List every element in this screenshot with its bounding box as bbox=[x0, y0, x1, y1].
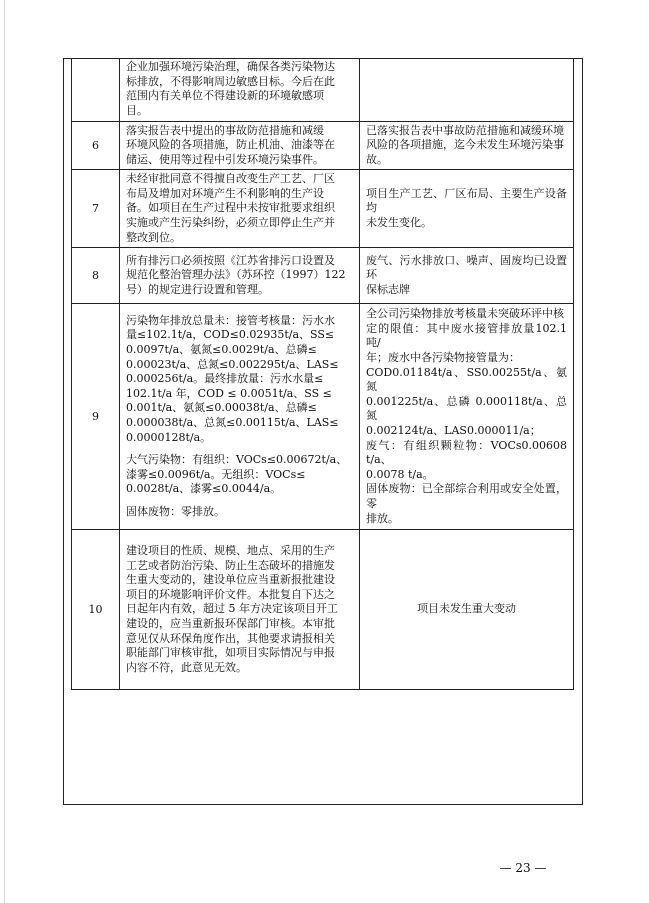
requirement-cell bbox=[120, 58, 360, 121]
row-number: 7 bbox=[72, 170, 120, 248]
requirement-text: 企业加强环境污染治理，确保各类污染物达 标排放，不得影响周边敏感目标。今后在此 范围内有关单位不得建设新的环境敏感项 目。 bbox=[126, 60, 335, 117]
row-number: 9 bbox=[72, 304, 120, 530]
implementation-cell bbox=[360, 304, 574, 530]
requirement-text-solid: 固体废物：零排放。 bbox=[126, 505, 225, 519]
page-number: — 23 — bbox=[499, 861, 547, 875]
requirement-cell bbox=[120, 170, 360, 248]
table-row bbox=[72, 58, 574, 121]
requirement-text: 落实报告表中提出的事故防范措施和减缓 环境风险的各项措施，防止机油、油漆等在 储运、使用等过程中引发环境污染事件。 bbox=[126, 123, 335, 166]
implementation-text: 项目未发生重大变动 bbox=[417, 602, 516, 616]
requirement-text: 所有排污口必须按照《江苏省排污口设置及 规范化整治管理办法》（苏环控（1997）122 号）的规定进行设置和管理。 bbox=[126, 253, 346, 297]
implementation-text: 废气、污水排放口、噪声、固废均已设置环 保标志牌 bbox=[366, 253, 567, 297]
implementation-cell bbox=[360, 248, 574, 304]
table-row bbox=[72, 248, 574, 304]
implementation-cell bbox=[360, 530, 574, 690]
requirement-cell bbox=[120, 530, 360, 690]
implementation-text: 已落实报告表中事故防范措施和减缓环境 风险的各项措施，迄今未发生环境污染事 故。 bbox=[366, 123, 564, 166]
row-number: 8 bbox=[72, 248, 120, 304]
table-row bbox=[72, 121, 574, 170]
row-number: 10 bbox=[72, 530, 120, 690]
requirements-table bbox=[71, 58, 574, 690]
implementation-text: 全公司污染物排放考核量未突破环评中核 定的限值：其中废水接管排放量102.1 吨/ 年；废水中各污染物接管量为： COD0.01184t/a、SS0.00255t/a、氨氮 0.001225t/a、总磷 0.000118t/a、总氮 0.002124t/a、LAS0.000011/a； 废气：有组织颗粒物：VOCs0.00608 t/a、 0.0078 t/a。 固体废物：已全部综合利用或安全处置，零 排放。 bbox=[366, 307, 567, 525]
implementation-text: 项目生产工艺、厂区布局、主要生产设备均 未发生变化。 bbox=[366, 186, 567, 230]
implementation-cell bbox=[360, 58, 574, 121]
requirement-text-air: 大气污染物：有组织：VOCs≤0.00672t/a、 漆雾≤0.0096t/a。无组织：VOCs≤ 0.0028t/a、漆雾≤0.0044/a。 bbox=[126, 453, 348, 496]
requirement-text-totals: 污染物年排放总量未：接管考核量：污水水 量≤102.1t/a，COD≤0.02935t/a、SS≤ 0.0097t/a、氨氮≤0.0029t/a、总磷≤ 0.00023t/a、总氮≤0.002295t/a、LAS≤ 0.000256t/a。最终排放量：污水水量≤ 102.1t/a 年，COD ≤ 0.0051t/a、SS ≤ 0.001t/a、氨氮≤0.00038t/a、总磷≤ 0.000038t/a、总氮≤0.00115t/a、LAS≤ 0.0000128t/a。 bbox=[126, 313, 339, 444]
implementation-cell bbox=[360, 170, 574, 248]
page-edge-line bbox=[4, 0, 5, 903]
table-row bbox=[72, 304, 574, 530]
requirement-text: 建设项目的性质、规模、地点、采用的生产 工艺或者防治污染、防止生态破坏的措施发 生重大变动的，建设单位应当重新报批建设 项目的环境影响评价文件。本批复自下达之 日起年内有效，超过 5 年方决定该项目开工 建设的，应当重新报环保部门审核。本审批 意见仅从环保角度作出，其他要求请报相关 职能部门审核审批，如项目实际情况与申报 内容不符，此意见无效。 bbox=[126, 544, 338, 674]
row-number bbox=[72, 58, 120, 121]
row-number: 6 bbox=[72, 121, 120, 170]
requirement-cell bbox=[120, 121, 360, 170]
requirement-cell bbox=[120, 248, 360, 304]
requirement-text: 未经审批同意不得擅自改变生产工艺、厂区 布局及增加对环境产生不利影响的生产设 备。如项目在生产过程中未按审批要求组织 实施或产生污染纠纷，必须立即停止生产并 整改到位。 bbox=[126, 172, 335, 244]
table-row bbox=[72, 530, 574, 690]
implementation-cell bbox=[360, 121, 574, 170]
requirement-cell bbox=[120, 304, 360, 530]
table-row bbox=[72, 170, 574, 248]
